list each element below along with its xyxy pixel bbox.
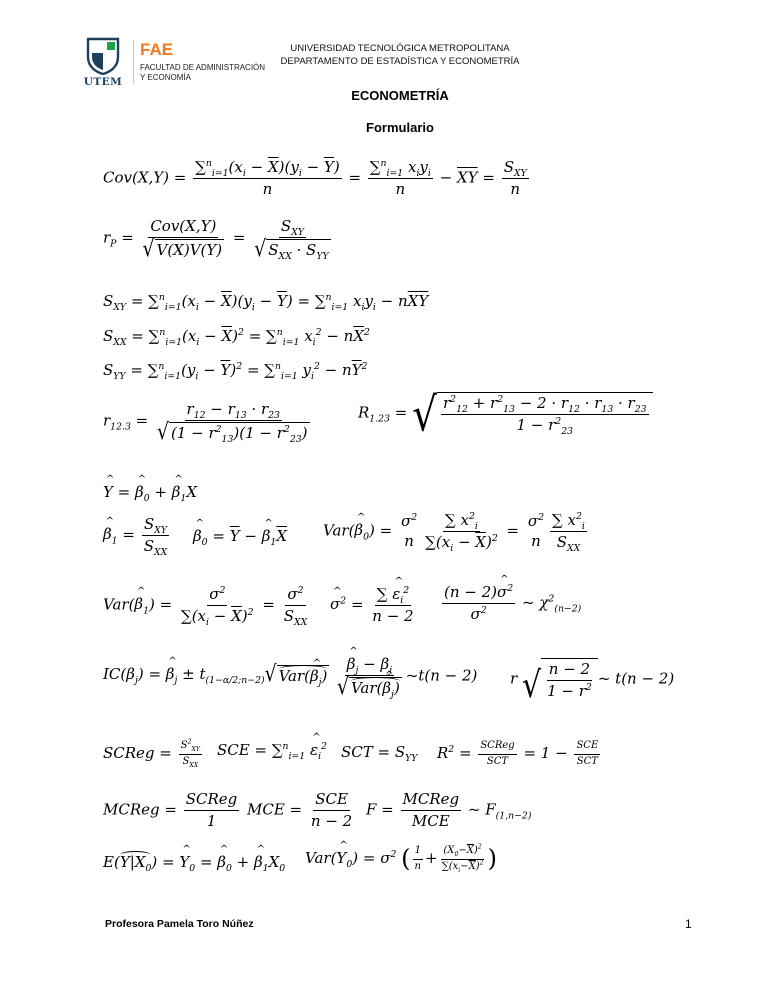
formula-pearson: $r_P$ = Cov(X,Y) √ V(X)V(Y) = $S_{XY}$ √ $S_{XX} \cdot S_{YY}$ [103,217,329,262]
formula-confidence-interval: $IC(\beta_j) = \beta$ $\^{}_j \pm t_{(1-\alpha/2;n-2)}$ √ Var(β $\^{}_j$) [103,665,329,685]
utem-shield-icon [86,37,120,75]
formula-partial-correlation: $r_{12.3}$ = $r_{12} - r_{13} \cdot r_{23}$ √ $(1 - r^2_{13})(1 - r^2_{23})$ [103,400,308,445]
footer-author: Profesora Pamela Toro Núñez [105,918,254,930]
formula-chi-square: $\frac{(n - 2)\sigma \^{}^2}{\sigma^2}$ ~ $\chi^2_{(n-2)}$ [440,583,581,624]
formula-covariance: Cov(X,Y) = $\frac{\sum^n_{i=1}(x_i - \overline{X})(y_i - \overline{Y})}{n}$ = $\frac{\sum^n_{i=1} x_iy_i}{n}$ − $\overline{X}\overline{Y}$ = $\frac{S_{XY}}{n}$ [103,158,527,198]
institution-name: UNIVERSIDAD TECNOLÓGICA METROPOLITANA [290,43,510,54]
formula-syy: $S_{YY} = \sum^n_{i=1}(y_i - \overline{Y})^2 = \sum^n_{i=1}$ $y_i^2 - n\overline{Y}^2$ [103,361,368,382]
formula-r-squared: $R^2$ = $\frac{\text{SCReg}}{\text{SCT}}$ = 1 − $\frac{\text{SCE}}{\text{SCT}}$ [437,740,599,767]
formula-mcreg: MCReg = $\frac{\text{SCReg}}{1}$ [103,790,238,830]
formula-var-beta0: Var(β $\^{}_0$) = $\sigma^2$ n $\frac{\sum x^2_i}{\sum(x_i - \overline{X})^2}$ = $\sigma^2$ n $\frac{\sum x^2_i}{S_{XX}}$ [323,511,589,552]
formula-beta1: β $\^{}_1$ = $\frac{S_{XY}}{S_{XX}}$ [103,515,171,556]
formula-var-y0: Var(Y $\^{}_0) = \sigma^2$ ( $\frac{1}{n}$ + $\frac{(X_0-\overline{X})^2}{\sum(x_i-\overline{X})^2}$ ) [305,845,497,873]
formula-sxx: $S_{XX} = \sum^n_{i=1}(x_i - \overline{X})^2 = \sum^n_{i=1}$ $x_i^2 - n\overline{X}^2$ [103,327,370,348]
formula-sct: SCT = $S_{YY}$ [341,743,418,764]
formula-t-statistic: β $\^{}_j - \beta_j$ √ Var(β $\^{}_j$) ~t(n − 2) [333,655,477,698]
formula-screg: SCReg = $\frac{S^2_{XY}}{S_{XX}}$ [103,738,200,769]
formula-beta0: β $\^{}_0 = \overline{Y} - \beta$ $\^{}_1\overline{X}$ [193,527,287,545]
faculty-name-line1: FACULTAD DE ADMINISTRACIÓN [140,63,266,72]
formula-var-beta1: Var(β $\^{}_1$) = $\frac{\sigma^2}{\sum(x_i - \overline{X})^2}$ = $\frac{\sigma^2}{S_{XX}}$ [103,585,311,626]
formula-r-test: r √ $\frac{n - 2}{1 - r^2}$ ~ t(n − 2) [510,660,675,706]
faculty-acronym: FAE [140,40,174,59]
department-name: DEPARTAMENTO DE ESTADÍSTICA Y ECONOMETRÍA [280,56,520,67]
formula-sxy: $S_{XY} = \sum^n_{i=1}(x_i - \overline{X})(y_i - \overline{Y}) = \sum^n_{i=1}$ $x_iy_i - n\overline{X}\overline{Y}$ [103,292,429,313]
utem-logo [78,36,128,88]
formula-sigma-hat: σ ^$^2$ = $\frac{\sum \varepsilon \^{}_i^2}{n - 2}$ [330,585,418,626]
header-divider [133,40,134,84]
page-subtitle: Formulario [366,120,434,135]
formula-regression-line: Y ^ = β $\^{}_0 + \beta$ $\^{}_1X$ [103,483,197,501]
formula-sce: SCE = ∑$^n_{i=1}$ ε $\^{}_i^2$ [217,741,327,759]
utem-label: UTEM [83,76,123,88]
page-number: 1 [685,917,692,931]
formula-expected-y: $E(Y|X_0) = Y$ $\^{}_0 = \beta$ $\^{}_0 + \beta$ $\^{}_1X_0$ [103,853,285,871]
formula-f-statistic: F = $\frac{\text{MCReg}}{\text{MCE}}$ ~ $F_{(1,n-2)}$ [366,790,532,830]
formula-multiple-correlation: $R_{1.23}$ = √ $\frac{r^2_{12} + r^2_{13} - 2 \cdot r_{12} \cdot r_{13} \cdot r_{23}}{1 - r^2_{23}}$ [358,392,653,435]
faculty-name-line2: Y ECONOMÍA [140,73,191,82]
formula-mce: MCE = $\frac{\text{SCE}}{n - 2}$ [247,790,353,830]
page-title: ECONOMETRÍA [351,88,449,103]
